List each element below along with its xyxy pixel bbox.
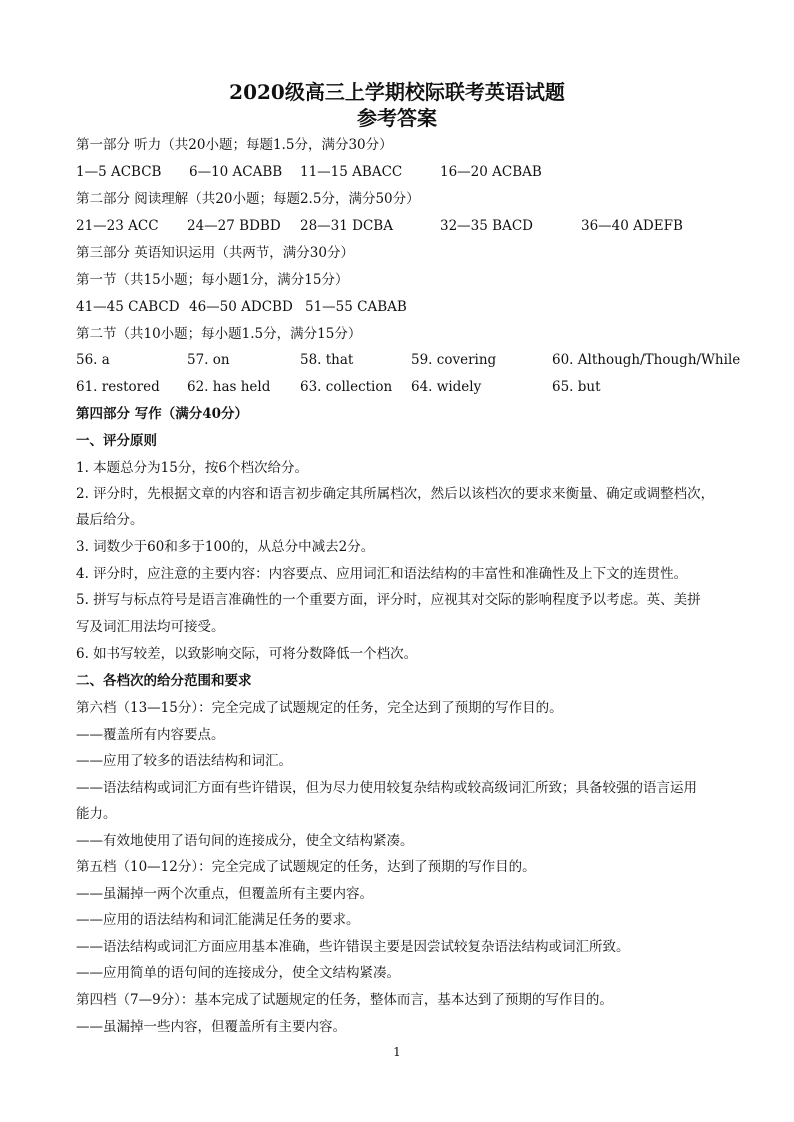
level-line: ——虽漏掉一两个次重点，但覆盖所有主要内容。 [76,886,373,902]
level-line: ——有效地使用了语句间的连接成分，使全文结构紧凑。 [76,833,414,849]
part1-heading: 第一部分 听力（共20小题；每题1.5分，满分30分） [76,137,393,153]
part4-heading: 第四部分 写作（满分40分） [76,406,248,422]
level-line: ——虽漏掉一些内容，但覆盖所有主要内容。 [76,1019,346,1035]
level-line: ——语法结构或词汇方面有些许错误，但为尽力使用较复杂结构或较高级词汇所致；具备较强的语言运用 [76,780,697,796]
level-line: ——应用的语法结构和词汇能满足任务的要求。 [76,912,360,928]
level-line: ——语法结构或词汇方面应用基本准确，些许错误主要是因尝试较复杂语法结构或词汇所致。 [76,939,630,955]
level-line: ——覆盖所有内容要点。 [76,727,225,743]
answer-group: 6—10 ACABB [189,164,283,180]
part3-heading: 第三部分 英语知识运用（共两节，满分30分） [76,245,354,261]
principle-line: 4. 评分时，应注意的主要内容：内容要点、应用词汇和语法结构的丰富性和准确性及上下文的连贯性。 [76,566,688,582]
part3-section2-heading: 第二节（共10小题；每小题1.5分，满分15分） [76,326,362,342]
answer-group: 24—27 BDBD [187,218,281,234]
level-line: 第五档（10—12分）：完全完成了试题规定的任务，达到了预期的写作目的。 [76,859,536,875]
principle-line: 3. 词数少于60和多于100的，从总分中减去2分。 [76,539,375,555]
answer-group: 28—31 DCBA [300,218,393,234]
page-number: 1 [393,1045,401,1059]
level-line: 第六档（13—15分）：完全完成了试题规定的任务，完全达到了预期的写作目的。 [76,700,563,716]
answer-group: 1—5 ACBCB [76,164,162,180]
part2-heading: 第二部分 阅读理解（共20小题；每题2.5分，满分50分） [76,191,420,207]
answer-item: 63. collection [300,379,393,395]
level-line: ——应用简单的语句间的连接成分，使全文结构紧凑。 [76,965,400,981]
answer-item: 59. covering [411,352,497,368]
principle-line: 最后给分。 [76,512,144,528]
answer-group: 21—23 ACC [76,218,159,234]
answer-item: 56. a [76,352,110,368]
principle-line: 5. 拼写与标点符号是语言准确性的一个重要方面，评分时，应视其对交际的影响程度予以考虑。英、美拼 [76,592,701,608]
answer-group: 46—50 ADCBD [189,299,293,315]
principle-line: 2. 评分时，先根据文章的内容和语言初步确定其所属档次，然后以该档次的要求来衡量、确定或调整档次， [76,486,715,502]
answer-group: 32—35 BACD [440,218,533,234]
answer-group: 16—20 ACBAB [440,164,542,180]
level-line: 能力。 [76,806,117,822]
principles-heading: 一、评分原则 [76,433,157,449]
level-line: 第四档（7—9分）：基本完成了试题规定的任务，整体而言，基本达到了预期的写作目的。 [76,992,613,1008]
principle-line: 写及词汇用法均可接受。 [76,619,225,635]
answer-item: 65. but [552,379,601,395]
answer-group: 41—45 CABCD [76,299,180,315]
document-subtitle: 参考答案 [357,106,437,130]
principle-line: 1. 本题总分为15分，按6个档次给分。 [76,460,308,476]
answer-item: 61. restored [76,379,160,395]
answer-group: 51—55 CABAB [305,299,407,315]
answer-item: 60. Although/Though/While [552,352,741,368]
part3-section1-heading: 第一节（共15小题；每小题1分，满分15分） [76,272,349,288]
answer-group: 11—15 ABACC [300,164,403,180]
answer-item: 64. widely [411,379,482,395]
answer-item: 58. that [300,352,354,368]
answer-item: 57. on [187,352,230,368]
answer-item: 62. has held [187,379,271,395]
document-title: 2020级高三上学期校际联考英语试题 [229,80,565,104]
answer-group: 36—40 ADEFB [581,218,683,234]
levels-heading: 二、各档次的给分范围和要求 [76,673,252,689]
principle-line: 6. 如书写较差，以致影响交际，可将分数降低一个档次。 [76,646,418,662]
level-line: ——应用了较多的语法结构和词汇。 [76,753,292,769]
